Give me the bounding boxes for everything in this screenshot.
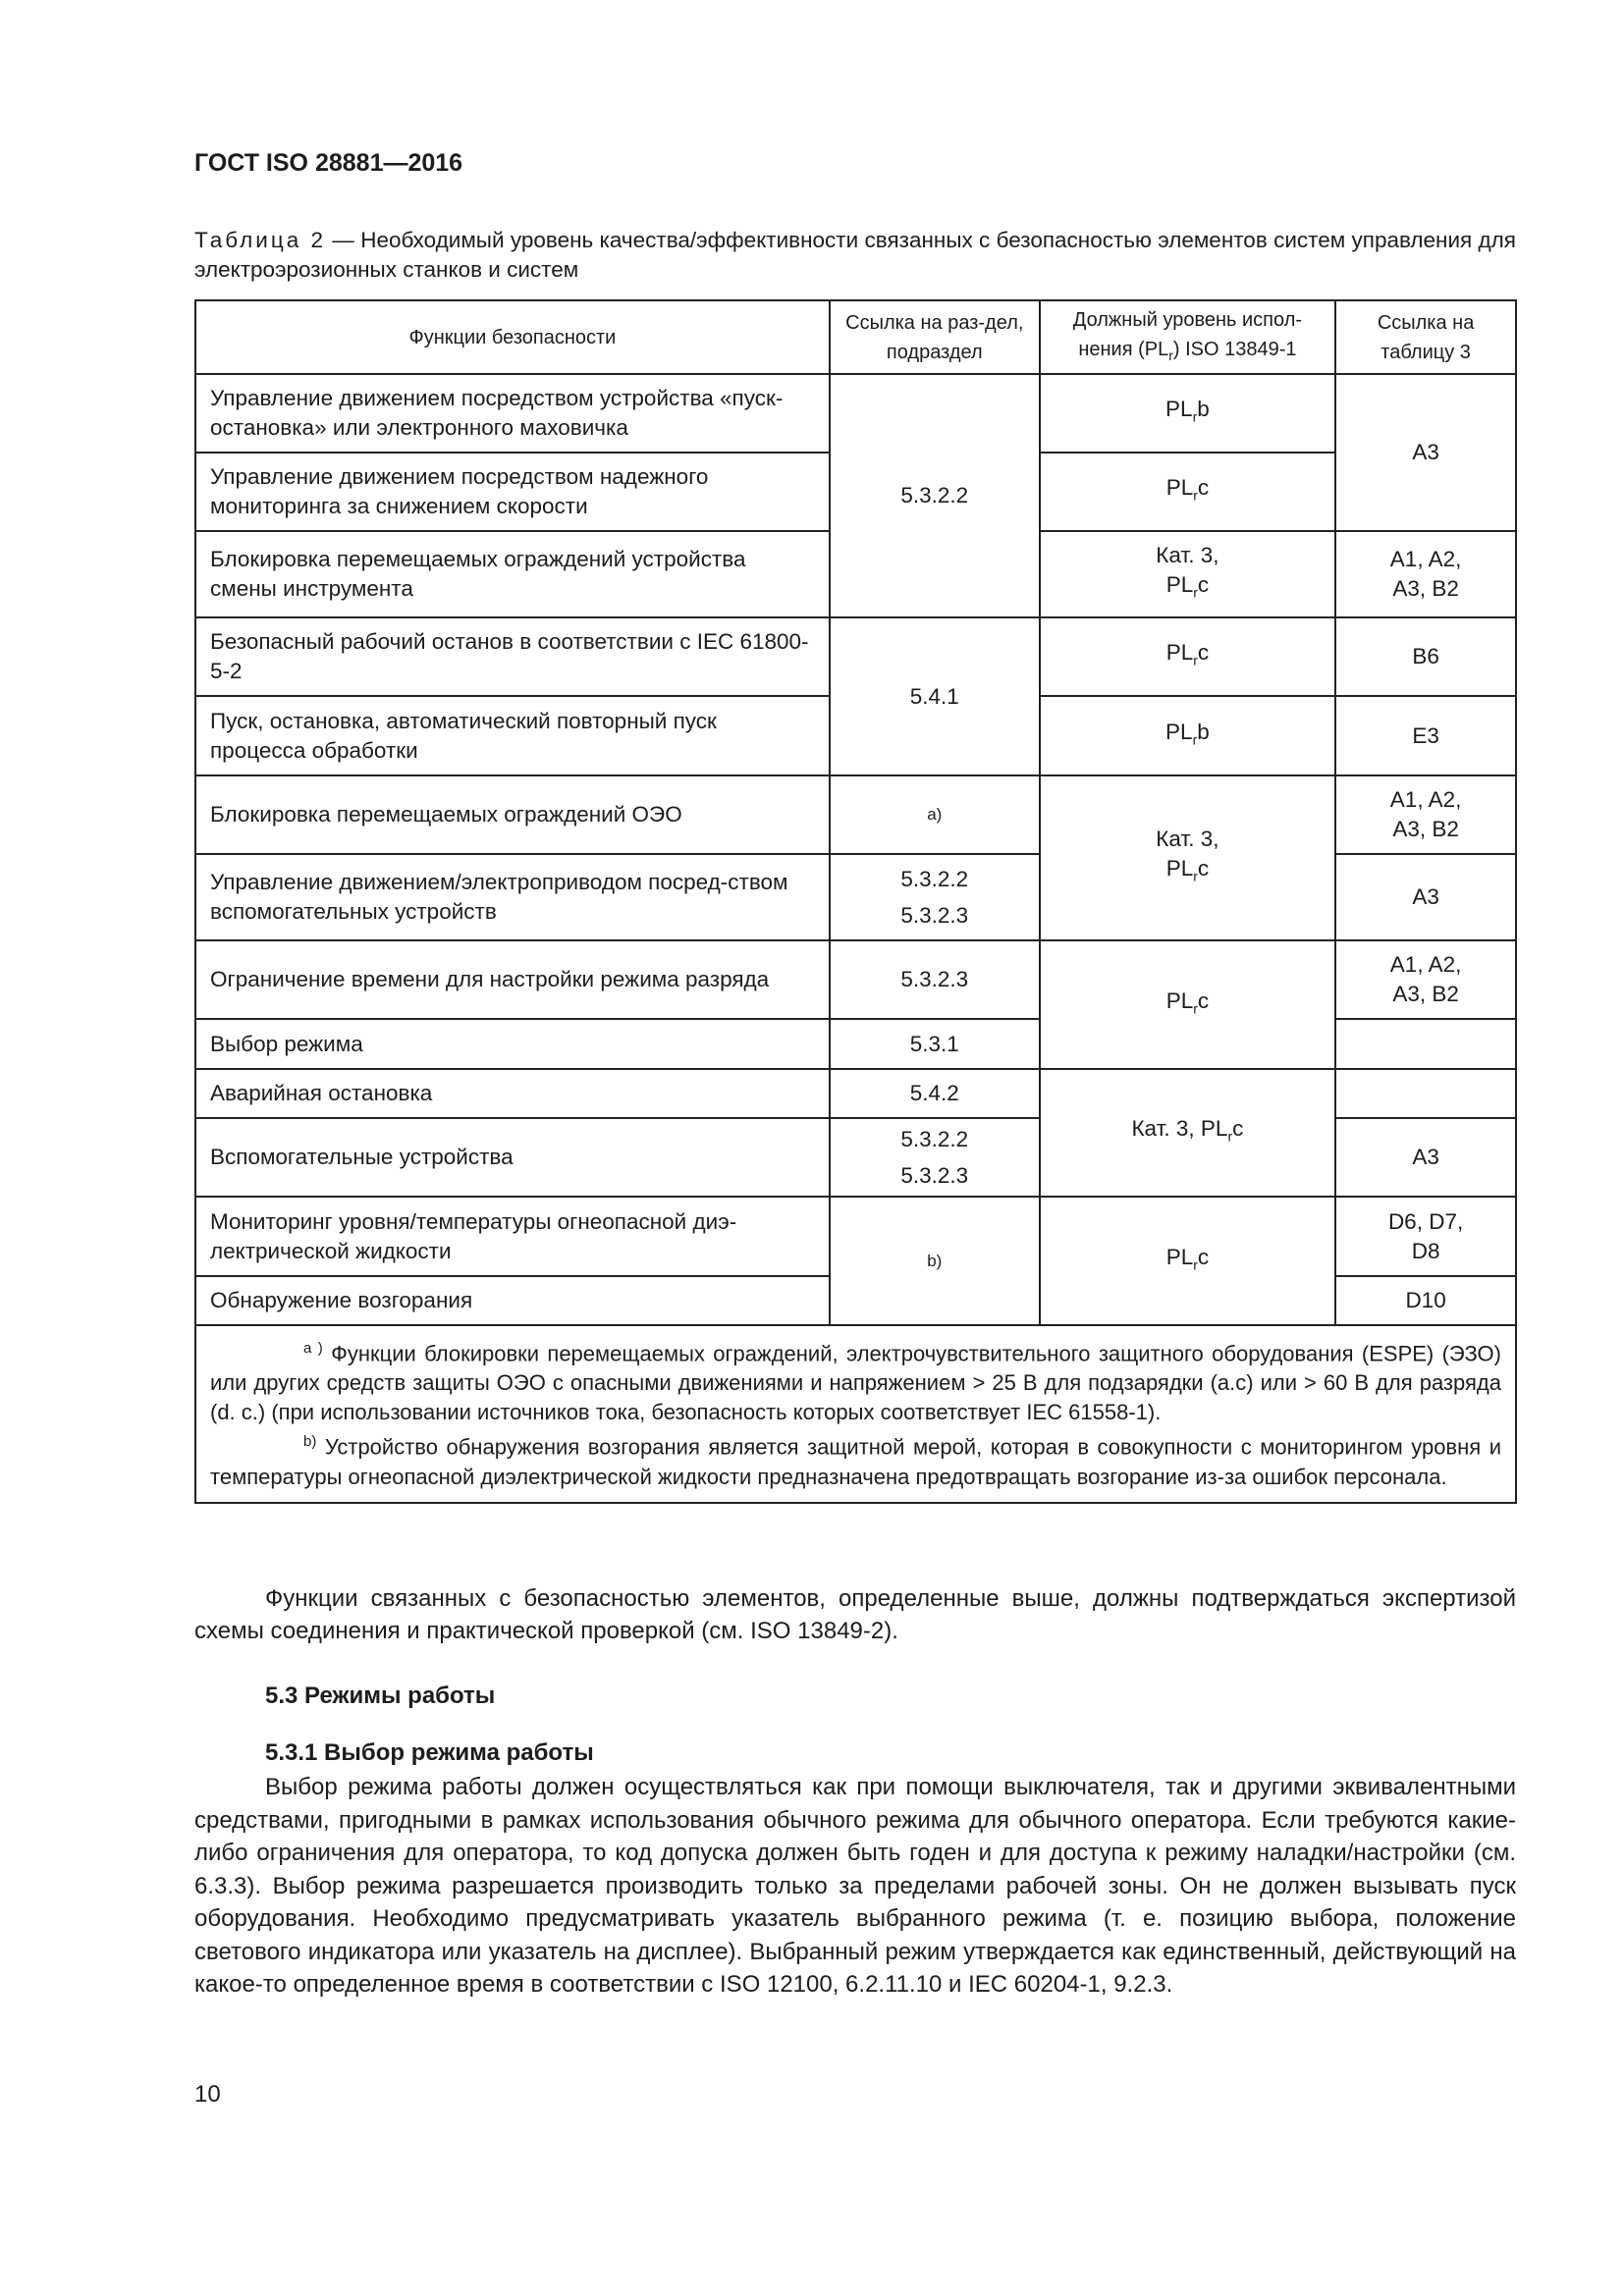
page-number: 10 [194, 2081, 221, 2108]
paragraph-after-table: Функции связанных с безопасностью элементов, определенные выше, должны подтверждаться экспертизой схемы соединения и практической проверкой (см. ISO 13849-2). [194, 1585, 1516, 1644]
table3-ref-cell [1335, 1276, 1516, 1325]
header-section-ref: Ссылка на раз-дел, подраздел [830, 300, 1040, 374]
section-ref-line: 5.3.2.3 [900, 903, 969, 928]
table3-ref-cell [1335, 1069, 1516, 1118]
footnote-a-text: Функции блокировки перемещаемых ограждений, электрочувствительного защитного оборудования (ESPE) (ЭЗО) или других средств защиты ОЭО с опасными движениями и напряжением > 25 В для подзарядки (a.c) или > 60 В для разряда (d. c.) (при использовании источников тока, безопасность которых соответствует IEC 61558-1). [210, 1341, 1501, 1425]
section-ref-line: 5.4.1 [909, 683, 959, 709]
pl-sub: r [1193, 584, 1198, 601]
table3-ref-line: A1, A2, [1389, 952, 1462, 977]
pl-sub: r [1193, 1000, 1198, 1017]
pl-category: Кат. 3, [1131, 1116, 1201, 1142]
pl-level: c [1197, 640, 1210, 666]
footnote-a [210, 1334, 1501, 1427]
section-ref-line: 5.3.2.2 [900, 483, 969, 507]
pl-level: c [1197, 856, 1210, 881]
safety-function-cell: Управление движением/электроприводом посред-ством вспомогательных устройств [195, 854, 830, 940]
section-ref-cell [830, 374, 1040, 617]
table-row [195, 940, 1516, 1019]
header-pl-level: Должный уровень испол-нения $(PL_r)$ ISO 13849-1 [1040, 300, 1336, 374]
safety-function-cell: Вспомогательные устройства [195, 1118, 830, 1197]
table3-ref-line: A3, B2 [1392, 982, 1459, 1006]
safety-function-cell: Обнаружение возгорания [195, 1276, 830, 1325]
safety-function-cell: Мониторинг уровня/температуры огнеопасной диэ-лектрической жидкости [195, 1197, 830, 1276]
table3-ref-line: A3 [1412, 1145, 1439, 1169]
section-ref-line: b) [927, 1251, 943, 1270]
table3-ref-line: A3, B2 [1392, 817, 1459, 841]
pl-level-cell [1040, 531, 1336, 617]
pl-main: PL [1165, 572, 1194, 598]
safety-function-cell: Аварийная остановка [195, 1069, 830, 1118]
section-ref-cell [830, 775, 1040, 854]
section-ref-cell [830, 617, 1040, 775]
section-ref-cell [830, 940, 1040, 1019]
pl-category: Кат. 3, [1156, 827, 1219, 852]
pl-level: c [1197, 572, 1210, 598]
section-ref-cell [830, 1019, 1040, 1069]
table-row [195, 374, 1516, 453]
table3-ref-cell [1335, 696, 1516, 775]
pl-sub: r [1193, 487, 1198, 504]
table3-ref-line: B6 [1412, 644, 1439, 668]
table3-ref-cell [1335, 617, 1516, 696]
pl-level: b [1197, 397, 1210, 422]
pl-main: PL [1165, 397, 1193, 422]
pl-level-cell [1040, 453, 1336, 531]
section-heading-5-3: 5.3 Режимы работы [265, 1682, 496, 1709]
table3-ref-cell [1335, 854, 1516, 940]
safety-function-cell: Пуск, остановка, автоматический повторный пуск процесса обработки [195, 696, 830, 775]
pl-sub: r [1193, 652, 1198, 668]
pl-sub: r [1193, 868, 1198, 884]
header-table3-ref: Ссылка на таблицу 3 [1335, 300, 1516, 374]
table3-ref-cell [1335, 1197, 1516, 1276]
table3-ref-line: A1, A2, [1389, 547, 1462, 571]
footnote-b-mark: b) [303, 1433, 317, 1451]
pl-level-cell [1040, 374, 1336, 453]
footnote-a-mark: a ) [303, 1340, 323, 1357]
pl-value [1165, 397, 1210, 425]
pl-level-cell [1040, 775, 1336, 940]
safety-function-cell: Блокировка перемещаемых ограждений ОЭО [195, 775, 830, 854]
table-row [195, 1069, 1516, 1118]
table3-ref-line: A3 [1412, 440, 1439, 464]
section-ref-line: a) [927, 805, 943, 824]
pl-sub: r [1192, 731, 1198, 748]
table3-ref-cell [1335, 374, 1516, 531]
pl-main: PL [1165, 1244, 1194, 1269]
pl-category: Кат. 3, [1156, 543, 1219, 568]
safety-function-cell: Безопасный рабочий останов в соответствии с IEC 61800-5-2 [195, 617, 830, 696]
section-ref-cell [830, 1069, 1040, 1118]
pl-level-cell [1040, 696, 1336, 775]
pl-sub: r [1227, 1128, 1233, 1145]
pl-value [1165, 1244, 1210, 1273]
pl-value [1165, 572, 1210, 601]
pl-value [1200, 1116, 1244, 1145]
footnotes-row [195, 1325, 1516, 1503]
section-ref-cell [830, 854, 1040, 940]
section-ref-cell [830, 1118, 1040, 1197]
pl-main: PL [1200, 1116, 1228, 1142]
safety-function-cell: Выбор режима [195, 1019, 830, 1069]
document-title: ГОСТ ISO 28881—2016 [194, 149, 463, 177]
pl-level: c [1197, 988, 1210, 1013]
pl-level-cell [1040, 1197, 1336, 1325]
table3-ref-line: D6, D7, [1387, 1208, 1464, 1234]
table-row [195, 775, 1516, 854]
table3-ref-line: A3, B2 [1392, 576, 1459, 601]
table3-ref-cell [1335, 531, 1516, 617]
footnote-b [210, 1427, 1501, 1491]
table3-ref-cell [1335, 1019, 1516, 1069]
safety-function-cell: Управление движением посредством устройства «пуск-остановка» или электронного маховичка [195, 374, 830, 453]
pl-level-cell [1040, 940, 1336, 1069]
pl-main: PL [1165, 719, 1193, 744]
pl-main: PL [1165, 856, 1194, 881]
pl-level: c [1197, 475, 1210, 501]
table-caption-label: Таблица 2 [194, 228, 327, 252]
table3-ref-cell [1335, 1118, 1516, 1197]
table-row [195, 1197, 1516, 1276]
pl-value [1165, 856, 1210, 884]
section-5-3-1-paragraph: Выбор режима работы должен осуществляться как при помощи выключателя, так и другими эквивалентными средствами, пригодными в рамках использования обычного режима для обычного оператора. Если требуются какие-либо ограничения для оператора, то код допуска должен быть годен и для доступа к режиму наладки/настройки (см. 6.3.3). Выбор режима разрешается производить только за пределами рабочей зоны. Он не должен вызывать пуск оборудования. Необходимо предусматривать указатель выбранного режима (т. е. позицию выбора, положение светового индикатора или указатель на дисплее). Выбранный режим утверждается как единственный, действующий на какое-то определенное время в соответствии с ISO 12100, 6.2.11.10 и IEC 60204-1, 9.2.3. [194, 1774, 1516, 1998]
pl-sub: r [1192, 408, 1198, 425]
table3-ref-line: A1, A2, [1389, 787, 1462, 812]
safety-functions-table [194, 299, 1517, 1504]
safety-function-cell: Ограничение времени для настройки режима разряда [195, 940, 830, 1019]
pl-value [1165, 988, 1210, 1017]
safety-function-cell: Управление движением посредством надежного мониторинга за снижением скорости [195, 453, 830, 531]
pl-level: c [1197, 1244, 1210, 1269]
table-caption-text: — Необходимый уровень качества/эффективности связанных с безопасностью элементов систем управления для электроэрозионных станков и систем [194, 228, 1516, 282]
pl-main: PL [1165, 640, 1194, 666]
table-header-row [195, 300, 1516, 374]
section-ref-line: 5.3.2.3 [900, 967, 969, 991]
table3-ref-line: A3 [1412, 884, 1439, 909]
section-ref-line: 5.3.1 [909, 1031, 959, 1056]
pl-level-cell [1040, 1069, 1336, 1197]
safety-function-cell: Блокировка перемещаемых ограждений устройства смены инструмента [195, 531, 830, 617]
pl-value [1165, 475, 1210, 504]
table3-ref-cell [1335, 775, 1516, 854]
section-ref-line: 5.3.2.2 [900, 1127, 969, 1151]
table3-ref-line: E3 [1412, 722, 1439, 748]
pl-level: c [1232, 1116, 1244, 1142]
header-safety-functions: Функции безопасности [195, 300, 830, 374]
section-ref-line: 5.3.2.3 [900, 1163, 969, 1188]
pl-value [1165, 640, 1210, 668]
footnote-b-text: Устройство обнаружения возгорания является защитной мерой, которая в совокупности с мониторингом уровня и температуры огнеопасной диэлектрической жидкости предназначена предотвращать возгорание из-за ошибок персонала. [210, 1434, 1501, 1489]
pl-main: PL [1165, 988, 1194, 1013]
pl-value [1165, 719, 1210, 748]
table3-ref-line: D10 [1405, 1288, 1446, 1312]
table-caption [194, 226, 1516, 285]
table3-ref-cell [1335, 940, 1516, 1019]
section-ref-line: 5.4.2 [909, 1081, 959, 1105]
pl-sub: r [1193, 1256, 1198, 1273]
pl-main: PL [1165, 475, 1194, 501]
pl-level: b [1197, 719, 1210, 744]
table3-ref-line: D8 [1411, 1238, 1440, 1263]
section-ref-line: 5.3.2.2 [900, 867, 969, 891]
section-ref-cell [830, 1197, 1040, 1325]
footnotes-cell [195, 1325, 1516, 1503]
table-row [195, 617, 1516, 696]
section-heading-5-3-1: 5.3.1 Выбор режима работы [265, 1739, 594, 1766]
pl-level-cell [1040, 617, 1336, 696]
